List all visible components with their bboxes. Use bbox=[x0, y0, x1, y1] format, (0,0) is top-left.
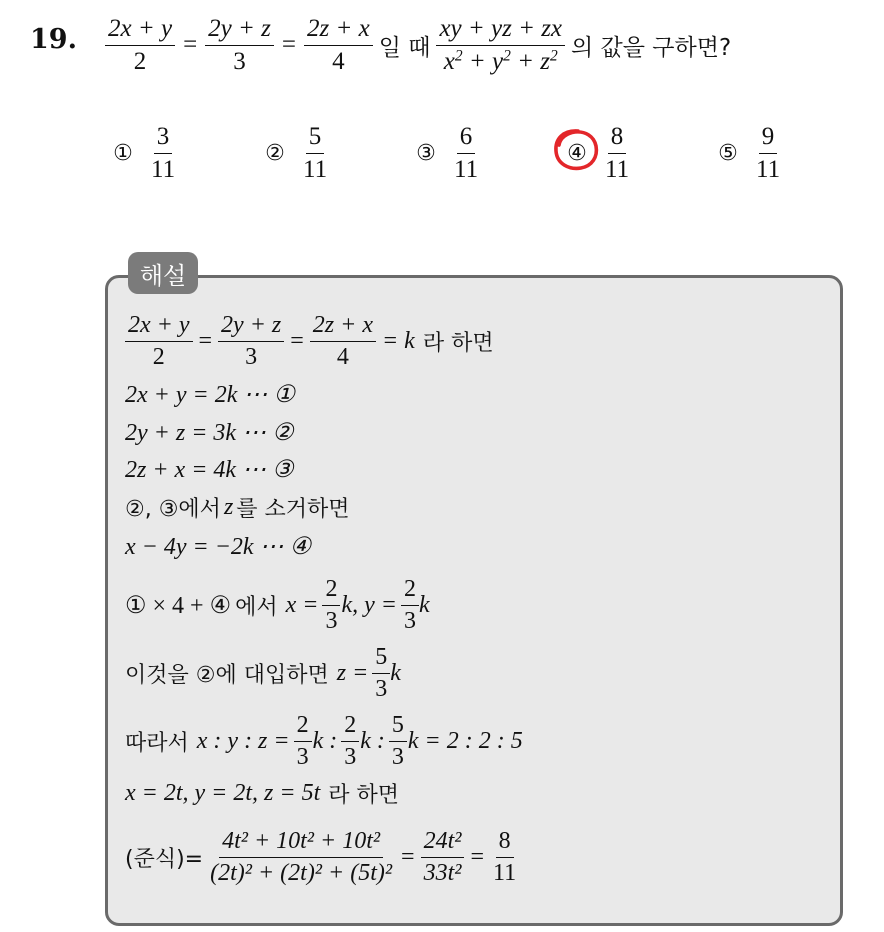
solution-expr: ① × 4 + ④ bbox=[125, 592, 232, 619]
fraction-denominator: 3 bbox=[296, 743, 309, 770]
choice-denominator: 11 bbox=[151, 155, 176, 183]
choice-2[interactable] bbox=[262, 120, 330, 186]
expression-denominator: $x^2 + y^2 + z^2$ bbox=[443, 46, 558, 75]
fraction-numerator: 2x + y bbox=[105, 15, 175, 46]
fraction-numerator: 4t² + 10t² + 10t² bbox=[219, 828, 383, 857]
fraction-denominator: 3 bbox=[325, 607, 338, 634]
fraction-denominator: 4 bbox=[332, 47, 345, 75]
choice-numerator: 5 bbox=[306, 123, 325, 154]
fraction-denominator: 3 bbox=[375, 675, 388, 702]
solution-line-3: 2y + z = 3k ⋯ ② bbox=[125, 420, 294, 446]
solution-text: 에서 bbox=[235, 594, 278, 620]
solution-text: 를 소거하면 bbox=[236, 497, 350, 522]
solution-line-2: 2x + y = 2k ⋯ ① bbox=[125, 382, 295, 408]
fraction-numerator: 2 bbox=[294, 712, 312, 741]
choice-marker: ③ bbox=[416, 140, 436, 166]
solution-expr: k bbox=[390, 659, 401, 686]
choice-marker: ② bbox=[265, 140, 285, 166]
solution-line-9 bbox=[125, 708, 523, 774]
solution-expr: x = bbox=[285, 591, 319, 618]
choice-marker: ① bbox=[113, 140, 133, 166]
solution-line-7 bbox=[125, 572, 430, 638]
solution-expr: x : y : z = bbox=[196, 727, 290, 754]
solution-line-11 bbox=[125, 822, 519, 892]
choice-denominator: 11 bbox=[756, 155, 781, 183]
fraction-2 bbox=[205, 15, 274, 75]
choice-numerator: 3 bbox=[154, 123, 173, 154]
fraction-1 bbox=[105, 15, 175, 75]
solution-text: 라 하면 bbox=[422, 330, 494, 356]
choice-numerator: 9 bbox=[759, 123, 778, 154]
equals-k: = k bbox=[381, 327, 415, 354]
variable-z: z bbox=[223, 494, 234, 520]
fraction-denominator: 33t² bbox=[423, 859, 462, 886]
solution-text: 따라서 bbox=[125, 730, 189, 756]
solution-expr: k : bbox=[360, 727, 385, 754]
fraction-numerator: 24t² bbox=[421, 828, 465, 857]
equals-sign: = bbox=[281, 31, 296, 58]
solution-line-1: $\frac{2x + y}{2}$ = $\frac{2y + z}{3}$ = $\frac{2z + x}{4}$ = k 라 하면 bbox=[125, 305, 494, 377]
fraction-numerator: 2x + y bbox=[125, 312, 193, 341]
fraction-numerator: 2y + z bbox=[218, 312, 284, 341]
solution-expr: z = bbox=[336, 659, 369, 686]
target-expression bbox=[436, 15, 565, 75]
question-tail-text: 의 값을 구하면? bbox=[571, 34, 732, 61]
fraction-denominator: 3 bbox=[233, 47, 246, 75]
solution-text: (준식)= bbox=[125, 846, 204, 872]
fraction-numerator: 2z + x bbox=[310, 312, 376, 341]
solution-line-8 bbox=[125, 640, 401, 706]
solution-tag: 해설 bbox=[128, 252, 198, 294]
answer-circle-mark bbox=[551, 127, 601, 173]
choice-marker: ⑤ bbox=[718, 140, 738, 166]
fraction-denominator: 2 bbox=[133, 47, 147, 75]
equals-sign: = bbox=[183, 31, 198, 58]
fraction-numerator: 2y + z bbox=[205, 15, 274, 46]
fraction-denominator: 3 bbox=[403, 607, 416, 634]
fraction-numerator: 5 bbox=[372, 644, 390, 673]
when-text: 일 때 bbox=[378, 34, 431, 61]
fraction-denominator: 11 bbox=[493, 859, 517, 886]
fraction-numerator: 2 bbox=[322, 576, 340, 605]
choice-numerator: 6 bbox=[457, 123, 476, 154]
solution-expr: k = 2 : 2 : 5 bbox=[407, 727, 523, 754]
solution-expr: x = 2t, y = 2t, z = 5t bbox=[125, 780, 321, 806]
solution-text: 이것을 ②에 대입하면 bbox=[125, 662, 329, 688]
fraction-numerator: 2 bbox=[341, 712, 359, 741]
solution-line-6: x − 4y = −2k ⋯ ④ bbox=[125, 534, 312, 560]
equals-sign: = bbox=[401, 843, 415, 870]
fraction-3 bbox=[304, 15, 373, 75]
fraction-denominator: (2t)² + (2t)² + (5t)² bbox=[210, 859, 393, 886]
solution-line-10 bbox=[125, 778, 399, 809]
solution-text: 라 하면 bbox=[328, 783, 399, 808]
fraction-numerator: 8 bbox=[496, 828, 514, 857]
fraction-denominator: 4 bbox=[336, 343, 349, 370]
choice-marker: ④ bbox=[567, 140, 587, 166]
solution-expr: k : bbox=[312, 727, 338, 754]
fraction-numerator: 5 bbox=[389, 712, 407, 741]
solution-line-4: 2z + x = 4k ⋯ ③ bbox=[125, 457, 294, 483]
fraction-denominator: 2 bbox=[152, 343, 165, 370]
fraction-denominator: 3 bbox=[245, 343, 258, 370]
choice-5[interactable] bbox=[715, 120, 783, 186]
choice-denominator: 11 bbox=[454, 155, 479, 183]
answer-choices bbox=[0, 120, 884, 190]
question-number: 19. bbox=[30, 24, 77, 55]
question-statement bbox=[105, 10, 737, 80]
solution-text: ②, ③에서 bbox=[125, 497, 221, 522]
solution-line-5 bbox=[125, 492, 350, 523]
solution-expr: k bbox=[418, 591, 430, 618]
fraction-denominator: 3 bbox=[344, 743, 357, 770]
choice-denominator: 11 bbox=[303, 155, 328, 183]
equals-sign: = bbox=[470, 843, 485, 870]
fraction-numerator: 2 bbox=[401, 576, 419, 605]
choice-denominator: 11 bbox=[605, 155, 630, 183]
choice-3[interactable] bbox=[413, 120, 481, 186]
expression-numerator: xy + yz + zx bbox=[436, 15, 565, 46]
fraction-denominator: 3 bbox=[391, 743, 404, 770]
solution-expr: k, y = bbox=[341, 591, 397, 618]
choice-numerator: 8 bbox=[608, 123, 627, 154]
choice-1[interactable] bbox=[110, 120, 178, 186]
fraction-numerator: 2z + x bbox=[304, 15, 373, 46]
